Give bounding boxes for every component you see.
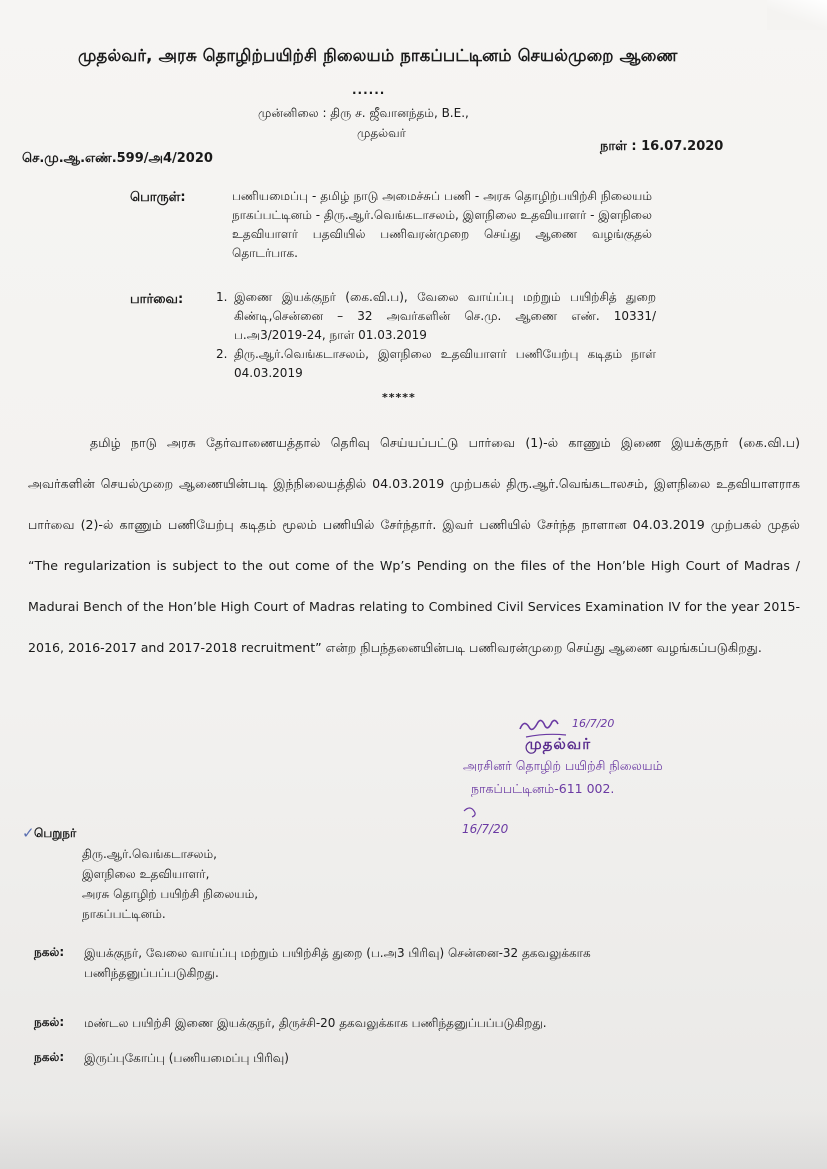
section-end-mark: ***** [382,391,416,404]
copy-label: நகல்: [34,1050,65,1064]
reference-text: இணை இயக்குநர் (கை.வி.ப), வேலை வாய்ப்பு மற்றும் பயிற்சித் துறை கிண்டி,சென்னை – 32 அவர்களின் செ.மு. ஆணை எண். 10331/ப.அ3/2019-24, நாள் 01.03.2019 [234,290,656,342]
recipient-line: அரசு தொழிற் பயிற்சி நிலையம், [82,887,259,901]
subject-text: பணியமைப்பு - தமிழ் நாடு அமைச்சுப் பணி - அரசு தொழிற்பயிற்சி நிலையம் நாகப்பட்டினம் - திரு.ஆர்.வெங்கடாசலம், இளநிலை உதவியாளர் - இளநிலை உதவியாளர் பதவியில் பணிவரன்முறை செய்து ஆணை வழங்குதல் தொடர்பாக. [232,189,652,260]
copy-text: இயக்குநர், வேலை வாய்ப்பு மற்றும் பயிற்சித் துறை (ப.அ3 பிரிவு) சென்னை-32 தகவலுக்காக பணிந்தனுப்பப்படுகிறது. [84,946,591,980]
reference-text: திரு.ஆர்.வெங்கடாசலம், இளநிலை உதவியாளர் பணியேற்பு கடிதம் நாள் 04.03.2019 [234,347,656,380]
copy-text: மண்டல பயிற்சி இணை இயக்குநர், திருச்சி-20 தகவலுக்காக பணிந்தனுப்பப்படுகிறது. [84,1016,547,1030]
recipient-line: நாகப்பட்டினம். [82,907,166,921]
signatory-place: நாகப்பட்டினம்-611 002. [471,781,615,796]
presence-line: முன்னிலை : திரு ச. ஜீவானந்தம், B.E., [258,106,469,120]
subject-label: பொருள்: [130,190,186,205]
recipient-line: திரு.ஆர்.வெங்கடாசலம், [82,847,217,861]
signatory-office: அரசினர் தொழிற் பயிற்சி நிலையம் [463,758,663,773]
order-body-paragraph: தமிழ் நாடு அரசு தேர்வாணையத்தால் தெரிவு செய்யப்பட்டு பார்வை (1)-ல் காணும் இணை இயக்குநர் (கை.வி.ப) அவர்களின் செயல்முறை ஆணையின்படி இந்நிலையத்தில் 04.03.2019 முற்பகல் திரு.ஆர்.வெங்கடாலசம், இளநிலை உதவியாளராக பார்வை (2)-ல் காணும் பணியேற்பு கடிதம் மூலம் பணியில் சேர்ந்தார். இவர் பணியில் சேர்ந்த நாளான 04.03.2019 முற்பகல் முதல் “The regularization is subject to the out come of the Wp’s Pending on the files of the Hon’ble High Court of Madras / Madurai Bench of the Hon’ble High Court of Madras relating to Combined Civil Services Examination IV for the year 2015-2016, 2016-2017 and 2017-2018 recruitment” என்ற நிபந்தனையின்படி பணிவரன்முறை செய்து ஆணை வழங்கப்படுகிறது. [28,435,800,655]
title-separator: ...... [352,83,386,97]
scan-shadow [0,1109,827,1169]
reference-number: செ.மு.ஆ.எண்.599/அ4/2020 [22,151,213,166]
copy-label: நகல்: [34,945,65,959]
signature-date: 16/7/20 [572,717,615,730]
document-title: முதல்வர், அரசு தொழிற்பயிற்சி நிலையம் நாகப்பட்டினம் செயல்முறை ஆணை [78,46,678,65]
reference-item [216,288,656,345]
presence-role: முதல்வர் [357,126,406,140]
order-date: நாள் : 16.07.2020 [600,139,724,154]
check-mark-icon: ✓ [22,824,35,842]
initial-date: 16/7/20 [462,822,509,836]
copy-text: இருப்புகோப்பு (பணியமைப்பு பிரிவு) [84,1051,289,1065]
reference-number-marker: 2. [216,347,228,361]
recipient-line: இளநிலை உதவியாளர், [82,867,210,881]
handwritten-initial [460,803,520,843]
recipient-label: பெறுநர் [34,826,77,840]
signatory-title: முதல்வர் [525,735,592,753]
paper-fold [767,0,827,30]
copy-label: நகல்: [34,1015,65,1029]
references-list [216,288,656,383]
references-label: பார்வை: [130,292,184,307]
reference-item [216,345,656,383]
reference-number-marker: 1. [216,290,228,304]
